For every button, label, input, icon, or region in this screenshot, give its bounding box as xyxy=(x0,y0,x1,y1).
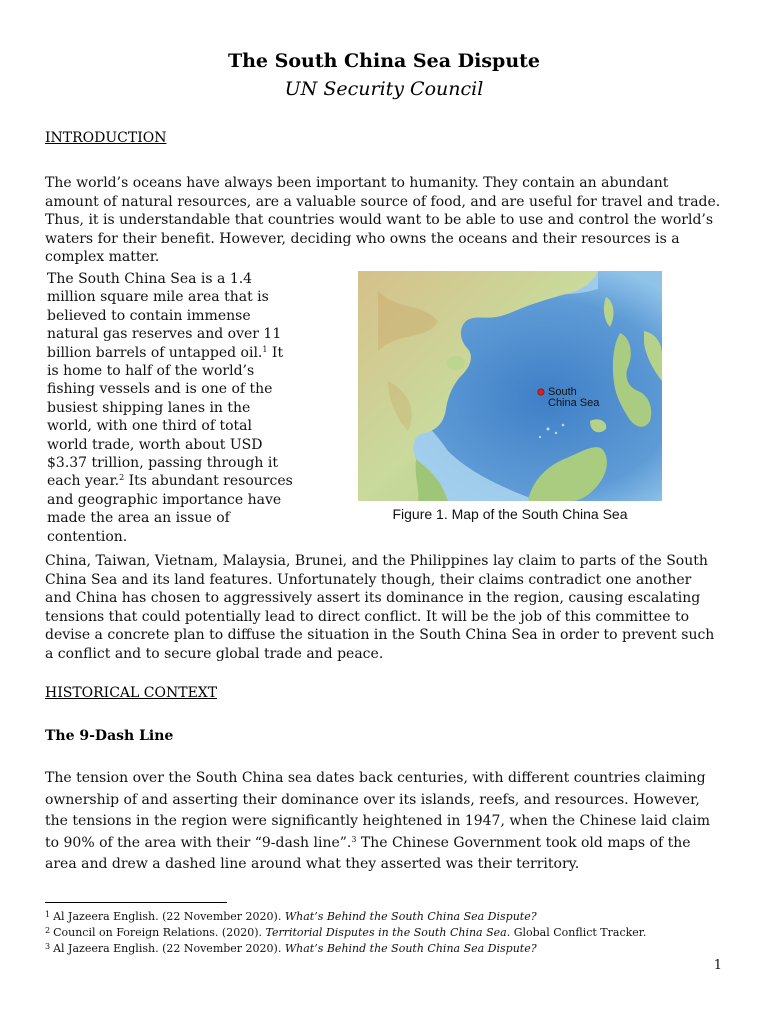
claims-paragraph: China, Taiwan, Vietnam, Malaysia, Brunei, and the Philippines lay claim to parts of the South China Sea and its land features. Unfortunately though, their claims contradict one another and China has chosen to aggressively assert its dominance in the region, causing escalating tensions that could potentially lead to direct conflict. It will be the job of this committee to devise a concrete plan to diffuse the situation in the South China Sea in order to prevent such a conflict and to secure global trade and peace. xyxy=(45,553,715,662)
footnote-ref-3[interactable]: 3 xyxy=(351,834,357,844)
footnote-source-title: What’s Behind the South China Sea Dispute? xyxy=(284,910,537,923)
footnote-1 xyxy=(45,908,537,923)
map-label-line1: South xyxy=(548,386,577,398)
footnote-3 xyxy=(45,940,537,955)
location-marker-icon xyxy=(538,389,544,395)
footnote-text: Council on Foreign Relations. (2020). xyxy=(53,926,266,939)
overview-text-part3: Its abundant resources and geographic importance have made the area an issue of contention. xyxy=(47,473,293,545)
footnote-divider xyxy=(45,902,227,903)
footnote-text: Al Jazeera English. (22 November 2020). xyxy=(53,910,285,923)
introduction-paragraph: The world’s oceans have always been important to humanity. They contain an abundant amount of natural resources, are a valuable source of food, and are useful for travel and trade. Thus, it is understandable that countries would want to be able to use and control the world’s waters for their benefit. However, deciding who owns the oceans and their resources is a complex matter. xyxy=(45,175,721,265)
historical-context-heading: HISTORICAL CONTEXT xyxy=(45,685,218,701)
footnote-2 xyxy=(45,924,646,939)
overview-text-part1: The South China Sea is a 1.4 million square mile area that is believed to contain immense natural gas reserves and over 11 billion barrels of untapped oil. xyxy=(47,271,282,361)
page-number: 1 xyxy=(713,958,722,973)
south-china-sea-overview-text xyxy=(47,270,293,546)
history-text-part1: The tension over the South China sea dates back centuries, with different countries claiming ownership of and asserting their dominance over its islands, reefs, and resources. However, the tensions in the region were significantly heightened in 1947, when the Chinese laid claim to 90% of the area with their “9-dash line”. xyxy=(45,770,711,851)
south-china-sea-map xyxy=(358,271,662,501)
map-graphic xyxy=(358,271,662,501)
introduction-heading: INTRODUCTION xyxy=(45,130,167,146)
footnote-ref-1[interactable]: 1 xyxy=(262,344,268,354)
map-label-line2: China Sea xyxy=(548,397,600,409)
document-title: The South China Sea Dispute xyxy=(227,50,541,72)
history-text-part2: The Chinese Government took old maps of the area and drew a dashed line around what they asserted was their territory. xyxy=(45,834,691,872)
footnote-suffix: Global Conflict Tracker. xyxy=(510,926,647,939)
hainan-island xyxy=(447,356,465,370)
history-paragraph xyxy=(45,768,721,876)
footnote-text: Al Jazeera English. (22 November 2020). xyxy=(53,942,285,955)
figure-caption: Figure 1. Map of the South China Sea xyxy=(392,506,628,522)
footnote-number: 1 xyxy=(45,910,51,919)
footnote-ref-2[interactable]: 2 xyxy=(119,473,125,483)
footnote-number: 3 xyxy=(45,942,51,951)
overview-text-part2: It is home to half of the world’s fishing vessels and is one of the busiest shipping lanes in the world, with one third of total world trade, worth about USD $3.37 trillion, passing through it each year. xyxy=(47,344,284,490)
footnote-source-title: Territorial Disputes in the South China Sea. xyxy=(265,926,511,939)
document-subtitle: UN Security Council xyxy=(284,78,484,100)
nine-dash-line-subheading: The 9-Dash Line xyxy=(45,728,174,744)
footnote-number: 2 xyxy=(45,926,51,935)
footnote-source-title: What’s Behind the South China Sea Dispute? xyxy=(284,942,537,955)
